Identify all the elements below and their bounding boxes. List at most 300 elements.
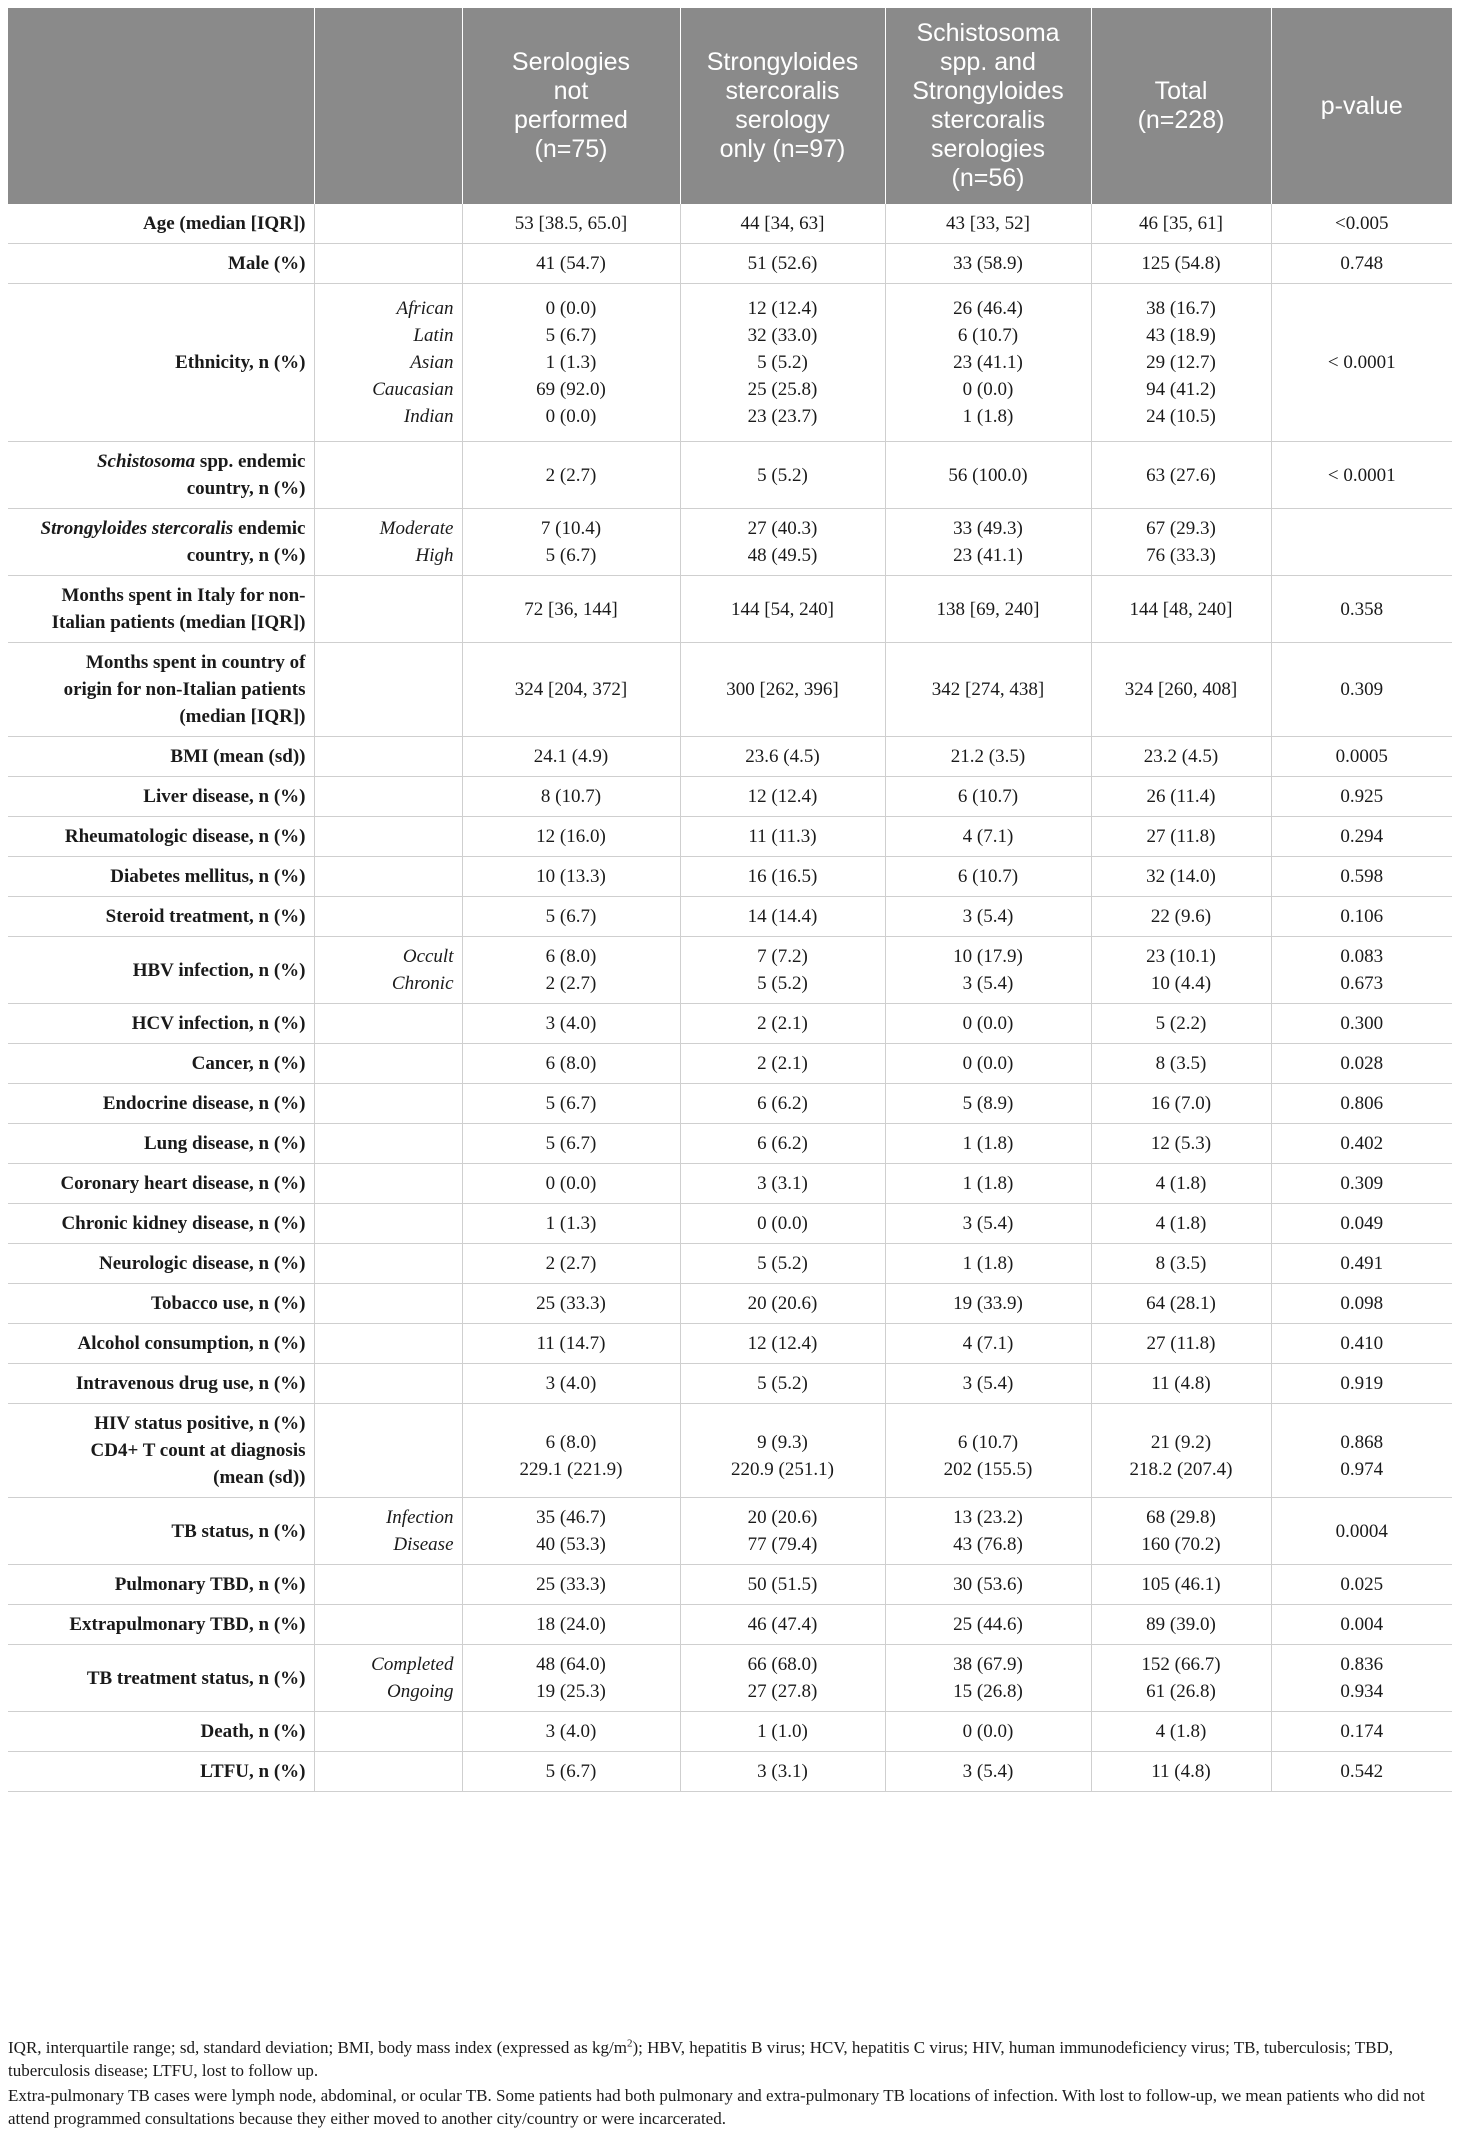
cell-line: 11 (11.3) (748, 826, 817, 847)
cell-c3 (885, 1565, 1091, 1605)
cell-line: Liver disease, n (%) (143, 786, 306, 807)
cell-line: 324 [204, 372] (514, 679, 628, 700)
row-subcategory (314, 244, 462, 284)
cell-line: African (396, 298, 454, 319)
cell-c3 (885, 442, 1091, 509)
cell-c1 (462, 1084, 680, 1124)
cell-p (1271, 204, 1452, 244)
cell-line: 144 [48, 240] (1129, 598, 1233, 620)
cell-c1 (462, 1324, 680, 1364)
cell-line: 0.542 (1340, 1761, 1384, 1782)
cell-c1 (462, 777, 680, 817)
cell-p (1271, 244, 1452, 284)
table-row (8, 1284, 1452, 1324)
cell-c2 (680, 1605, 885, 1645)
cell-c3 (885, 1284, 1091, 1324)
cell-line: 5 (8.9) (962, 1093, 1014, 1114)
cell-p (1271, 1712, 1452, 1752)
cell-line: Diabetes mellitus, n (%) (110, 866, 306, 887)
row-subcategory (314, 1752, 462, 1792)
column-header (8, 8, 314, 204)
cell-p (1271, 1164, 1452, 1204)
cell-line: 27 (27.8) (747, 1681, 818, 1702)
row-label (8, 857, 314, 897)
table-row (8, 1712, 1452, 1752)
cell-line: 29 (12.7) (1146, 352, 1216, 373)
row-label (8, 1244, 314, 1284)
cell-line: 8 (10.7) (540, 786, 602, 807)
cell-line: 43 (76.8) (953, 1534, 1023, 1555)
cell-p (1271, 937, 1452, 1004)
cell-line: 2 (2.1) (757, 1013, 808, 1034)
cell-line: 22 (9.6) (1150, 906, 1212, 927)
cell-total (1091, 204, 1271, 244)
cell-c3 (885, 1605, 1091, 1645)
cell-p (1271, 1645, 1452, 1712)
cell-p (1271, 777, 1452, 817)
cell-line: 14 (14.4) (747, 906, 818, 927)
cell-c2 (680, 204, 885, 244)
cell-line: 20 (20.6) (747, 1507, 818, 1528)
table-row (8, 643, 1452, 737)
cell-c2 (680, 1044, 885, 1084)
cell-line: 8 (3.5) (1155, 1053, 1207, 1074)
cell-line: 0 (0.0) (962, 1721, 1014, 1742)
cell-c3 (885, 1084, 1091, 1124)
cell-total (1091, 1752, 1271, 1792)
cell-line: < 0.0001 (1327, 464, 1396, 486)
cell-line: Steroid treatment, n (%) (105, 906, 306, 927)
row-subcategory (314, 576, 462, 643)
column-header-line: spp. and (940, 48, 1036, 76)
cell-line: Ethnicity, n (%) (175, 352, 306, 373)
column-header-line: Strongyloides (706, 48, 859, 76)
cell-line: 3 (3.1) (757, 1761, 808, 1782)
cell-line: 24 (10.5) (1146, 406, 1216, 427)
cell-p (1271, 857, 1452, 897)
cell-line: 0.934 (1340, 1681, 1384, 1702)
row-subcategory (314, 442, 462, 509)
cell-c3 (885, 1004, 1091, 1044)
cell-line: 144 [54, 240] (731, 598, 834, 620)
table-row (8, 1004, 1452, 1044)
cell-line: 0.028 (1340, 1053, 1384, 1074)
table-row (8, 442, 1452, 509)
column-header (314, 8, 462, 204)
cell-c2 (680, 1565, 885, 1605)
cell-total (1091, 1404, 1271, 1498)
cell-total (1091, 817, 1271, 857)
row-subcategory (314, 897, 462, 937)
cell-c2 (680, 1124, 885, 1164)
cell-total (1091, 937, 1271, 1004)
cell-c3 (885, 857, 1091, 897)
table-row (8, 509, 1452, 576)
cell-line: 0.300 (1340, 1013, 1384, 1034)
cell-c3 (885, 1645, 1091, 1712)
cell-c3 (885, 1044, 1091, 1084)
cell-line: 12 (12.4) (747, 298, 818, 319)
cell-line: 0.025 (1340, 1574, 1384, 1595)
row-subcategory (314, 1084, 462, 1124)
cell-line: LTFU, n (%) (200, 1761, 306, 1782)
cell-line: 6 (6.2) (757, 1093, 808, 1114)
cell-c1 (462, 937, 680, 1004)
row-label (8, 777, 314, 817)
cell-line: 2 (2.7) (545, 973, 597, 994)
cell-line: 21.2 (3.5) (950, 746, 1026, 767)
cell-line: 2 (2.7) (545, 464, 597, 486)
cell-p (1271, 1284, 1452, 1324)
cell-p (1271, 576, 1452, 643)
cell-line: 69 (92.0) (536, 379, 606, 400)
row-subcategory (314, 509, 462, 576)
cell-line: 2 (2.7) (545, 1253, 597, 1274)
row-subcategory (314, 1244, 462, 1284)
table-row (8, 204, 1452, 244)
cell-c1 (462, 1605, 680, 1645)
table-row (8, 1605, 1452, 1645)
table-row (8, 284, 1452, 442)
column-header-line: Serologies (511, 48, 631, 76)
cell-c3 (885, 1164, 1091, 1204)
row-subcategory (314, 643, 462, 737)
cell-line: Months spent in Italy for non- (61, 585, 306, 606)
cell-total (1091, 1244, 1271, 1284)
cell-line: 12 (12.4) (747, 786, 818, 807)
cell-line: 5 (6.7) (545, 1093, 597, 1114)
column-header-line: Total (1154, 77, 1208, 105)
cell-c1 (462, 1712, 680, 1752)
cell-total (1091, 737, 1271, 777)
cell-line: Alcohol consumption, n (%) (77, 1333, 306, 1354)
cell-line: 20 (20.6) (747, 1293, 818, 1314)
row-label (8, 284, 314, 442)
cell-line: 138 [69, 240] (936, 598, 1040, 620)
column-header-line: not (553, 77, 589, 105)
table-row (8, 857, 1452, 897)
cell-line: HCV infection, n (%) (131, 1013, 306, 1034)
cell-total (1091, 857, 1271, 897)
cell-line: 220.9 (251.1) (731, 1459, 834, 1480)
cell-line: 5 (5.2) (757, 1373, 808, 1394)
cell-line: Caucasian (372, 379, 454, 400)
cell-line: 6 (8.0) (545, 946, 597, 967)
cell-line: HIV status positive, n (%) (94, 1413, 306, 1434)
cell-line: 12 (5.3) (1150, 1133, 1212, 1154)
cell-total (1091, 1645, 1271, 1712)
cell-c1 (462, 1645, 680, 1712)
cell-total (1091, 643, 1271, 737)
cell-line: 11 (4.8) (1151, 1373, 1211, 1394)
cell-c1 (462, 204, 680, 244)
row-subcategory (314, 1404, 462, 1498)
cell-total (1091, 1204, 1271, 1244)
cell-line: 8 (3.5) (1155, 1253, 1207, 1274)
cell-c2 (680, 643, 885, 737)
cell-line: 218.2 (207.4) (1129, 1459, 1233, 1480)
cell-line: 21 (9.2) (1150, 1432, 1212, 1453)
row-subcategory (314, 1164, 462, 1204)
cell-line: 7 (7.2) (757, 946, 808, 967)
extra-pulmonary-note: Extra-pulmonary TB cases were lymph node, abdominal, or ocular TB. Some patients had both pulmonary and extra-pulmonary TB locations of infection. With lost to follow-up, we mean patients who did not attend programmed consultations because they either moved to another city/country or were incarcerated. (8, 2086, 1425, 2128)
cell-line: 3 (4.0) (545, 1013, 597, 1034)
cell-line: 30 (53.6) (953, 1574, 1023, 1595)
abbreviations-note: IQR, interquartile range; sd, standard deviation; BMI, body mass index (expressed as $kg/m^2$); HBV, hepatitis B virus; HCV, hepatitis C virus; HIV, human immunodeficiency virus; TB, tuberculosis; TBD, tuberculosis disease; LTFU, lost to follow up. (8, 2037, 1394, 2080)
cell-line: 3 (3.1) (757, 1173, 808, 1194)
cell-line: Chronic (391, 973, 454, 994)
cell-line: Death, n (%) (200, 1721, 306, 1742)
table-row (8, 1645, 1452, 1712)
cell-total (1091, 1565, 1271, 1605)
table-row (8, 1565, 1452, 1605)
cell-line: Rheumatologic disease, n (%) (64, 826, 306, 847)
cell-line: 0.309 (1340, 1173, 1384, 1194)
cell-line: < 0.0001 (1327, 352, 1396, 373)
cell-line: 0.049 (1340, 1213, 1384, 1234)
cell-total (1091, 442, 1271, 509)
cell-c1 (462, 817, 680, 857)
cell-line: 0.673 (1340, 973, 1384, 994)
cell-total (1091, 284, 1271, 442)
cell-line: 0.0004 (1335, 1520, 1388, 1542)
cell-p (1271, 1044, 1452, 1084)
cell-line: Italian patients (median [IQR]) (51, 612, 306, 633)
row-subcategory (314, 1364, 462, 1404)
row-subcategory (314, 1044, 462, 1084)
cell-line: 0.358 (1340, 598, 1384, 620)
cell-c3 (885, 1244, 1091, 1284)
cell-line: 15 (26.8) (953, 1681, 1023, 1702)
row-label (8, 643, 314, 737)
cell-line: 3 (4.0) (545, 1373, 597, 1394)
cell-c3 (885, 576, 1091, 643)
cell-line: 19 (33.9) (953, 1293, 1023, 1314)
cell-line: Asian (410, 352, 454, 373)
cell-line: 1 (1.3) (545, 1213, 597, 1234)
cell-line: 0.598 (1340, 866, 1384, 887)
cell-line: 89 (39.0) (1146, 1614, 1216, 1635)
row-label (8, 1404, 314, 1498)
table-row (8, 737, 1452, 777)
cell-line: CD4+ T count at diagnosis (90, 1440, 306, 1461)
cell-line: 0.004 (1340, 1614, 1384, 1635)
column-header-line: (n=228) (1137, 106, 1225, 134)
cell-line: 4 (1.8) (1155, 1721, 1207, 1742)
column-header (1091, 8, 1271, 204)
cell-line: 23 (10.1) (1146, 946, 1216, 967)
cell-p (1271, 1244, 1452, 1284)
cell-line: 0.402 (1340, 1133, 1384, 1154)
cell-line: 10 (4.4) (1150, 973, 1212, 994)
cell-line: 23 (41.1) (953, 352, 1023, 373)
row-subcategory (314, 1645, 462, 1712)
cell-line: 23 (41.1) (953, 545, 1023, 566)
cell-line: 24.1 (4.9) (533, 746, 609, 767)
cell-c1 (462, 1044, 680, 1084)
row-label (8, 937, 314, 1004)
table-row (8, 1164, 1452, 1204)
cell-p (1271, 1124, 1452, 1164)
cell-p (1271, 509, 1452, 576)
cell-c3 (885, 897, 1091, 937)
row-subcategory (314, 857, 462, 897)
cell-line: 5 (5.2) (757, 352, 808, 373)
cell-line: Extrapulmonary TBD, n (%) (69, 1614, 306, 1635)
cell-line: Occult (402, 946, 454, 967)
cell-p (1271, 1084, 1452, 1124)
cell-c1 (462, 1204, 680, 1244)
cell-line: 5 (5.2) (757, 1253, 808, 1274)
cell-line: 0 (0.0) (545, 1173, 597, 1194)
cell-c3 (885, 1712, 1091, 1752)
cell-line: 0 (0.0) (962, 1053, 1014, 1074)
row-label (8, 1044, 314, 1084)
row-label (8, 1204, 314, 1244)
row-subcategory (314, 777, 462, 817)
cell-line: 72 [36, 144] (524, 598, 618, 620)
cell-line: 25 (33.3) (536, 1293, 606, 1314)
cell-line: 38 (16.7) (1146, 298, 1216, 319)
cell-line: 16 (16.5) (747, 866, 818, 887)
cell-total (1091, 509, 1271, 576)
cell-line: 26 (46.4) (953, 298, 1023, 319)
column-header-line: stercoralis (931, 106, 1045, 134)
cell-line: Pulmonary TBD, n (%) (114, 1574, 306, 1595)
cell-line: (mean (sd)) (213, 1467, 306, 1488)
table-row (8, 817, 1452, 857)
cell-line: 94 (41.2) (1146, 379, 1216, 400)
cell-line: 0.925 (1340, 786, 1384, 807)
cell-c3 (885, 1204, 1091, 1244)
cell-line: 3 (5.4) (962, 1373, 1014, 1394)
cell-c1 (462, 1404, 680, 1498)
characteristics-table (8, 8, 1452, 1792)
cell-c1 (462, 509, 680, 576)
cell-line: 77 (79.4) (747, 1534, 818, 1555)
row-subcategory (314, 1284, 462, 1324)
cell-line: Male (%) (227, 253, 306, 274)
cell-total (1091, 1164, 1271, 1204)
cell-line: 33 (58.9) (953, 253, 1023, 274)
cell-line: 1 (1.8) (962, 1253, 1014, 1274)
cell-p (1271, 1404, 1452, 1498)
row-subcategory (314, 1565, 462, 1605)
cell-c1 (462, 1284, 680, 1324)
row-label (8, 1324, 314, 1364)
cell-c3 (885, 1324, 1091, 1364)
cell-line: 5 (6.7) (545, 545, 597, 566)
cell-line: 18 (24.0) (536, 1614, 606, 1635)
column-header-line: Strongyloides (912, 77, 1064, 105)
cell-line: Coronary heart disease, n (%) (60, 1173, 306, 1194)
cell-line: 4 (7.1) (962, 1333, 1014, 1354)
cell-p (1271, 1752, 1452, 1792)
cell-line: 0.806 (1340, 1093, 1384, 1114)
cell-line: 32 (33.0) (747, 325, 818, 346)
cell-line: 40 (53.3) (536, 1534, 606, 1555)
cell-total (1091, 1124, 1271, 1164)
row-label: Strongyloides stercoralis endemic country, n (%) (8, 509, 314, 576)
cell-line: 3 (5.4) (962, 1213, 1014, 1234)
cell-line: 5 (5.2) (757, 464, 808, 486)
cell-line: HBV infection, n (%) (132, 959, 306, 981)
cell-c3 (885, 777, 1091, 817)
cell-line: 0 (0.0) (545, 406, 597, 427)
cell-c2 (680, 1244, 885, 1284)
cell-c2 (680, 937, 885, 1004)
column-header-line: serology (735, 106, 830, 134)
row-label (8, 897, 314, 937)
cell-line: 38 (67.9) (953, 1654, 1023, 1675)
column-header-line: (n=75) (534, 135, 608, 163)
cell-c3 (885, 937, 1091, 1004)
cell-line: 125 (54.8) (1141, 253, 1221, 274)
row-label (8, 576, 314, 643)
cell-line: 5 (6.7) (545, 1133, 597, 1154)
cell-line: 19 (25.3) (536, 1681, 606, 1702)
cell-line: 152 (66.7) (1141, 1654, 1221, 1675)
row-label (8, 1712, 314, 1752)
cell-c2 (680, 576, 885, 643)
cell-line: 4 (1.8) (1155, 1173, 1207, 1194)
cell-c3 (885, 1364, 1091, 1404)
cell-line: 0.083 (1340, 946, 1384, 967)
table-row (8, 937, 1452, 1004)
cell-c3 (885, 509, 1091, 576)
cell-line: 229.1 (221.9) (519, 1459, 623, 1480)
cell-c2 (680, 1324, 885, 1364)
cell-line: 27 (11.8) (1146, 1333, 1216, 1354)
cell-line: 46 (47.4) (747, 1614, 818, 1635)
cell-c1 (462, 576, 680, 643)
table-row (8, 1124, 1452, 1164)
cell-line: 66 (68.0) (747, 1654, 818, 1675)
cell-line: 48 (49.5) (747, 545, 818, 566)
cell-line: 3 (5.4) (962, 973, 1014, 994)
row-label (8, 244, 314, 284)
cell-line: 63 (27.6) (1146, 464, 1216, 486)
table-row (8, 1244, 1452, 1284)
cell-line: 0.836 (1340, 1654, 1384, 1675)
row-subcategory (314, 1324, 462, 1364)
cell-c2 (680, 1404, 885, 1498)
cell-total (1091, 244, 1271, 284)
cell-line: 202 (155.5) (943, 1459, 1033, 1480)
column-header-line: serologies (931, 135, 1045, 163)
cell-line: 0 (0.0) (757, 1213, 808, 1234)
cell-line: 64 (28.1) (1146, 1293, 1216, 1314)
cell-line: Tobacco use, n (%) (151, 1293, 306, 1314)
cell-line: Endocrine disease, n (%) (102, 1093, 306, 1114)
row-label (8, 1284, 314, 1324)
cell-line: Infection (385, 1507, 454, 1528)
row-label (8, 1124, 314, 1164)
cell-p (1271, 1565, 1452, 1605)
row-subcategory (314, 937, 462, 1004)
cell-line: 0.106 (1340, 906, 1384, 927)
cell-c3 (885, 1124, 1091, 1164)
cell-line: 1 (1.3) (545, 352, 597, 373)
cell-line: Moderate (379, 518, 454, 539)
cell-line: 43 (18.9) (1146, 325, 1216, 346)
cell-c1 (462, 1752, 680, 1792)
cell-total (1091, 1712, 1271, 1752)
cell-line: 3 (4.0) (545, 1721, 597, 1742)
cell-line: 48 (64.0) (536, 1654, 606, 1675)
cell-c2 (680, 1164, 885, 1204)
table-row (8, 1204, 1452, 1244)
